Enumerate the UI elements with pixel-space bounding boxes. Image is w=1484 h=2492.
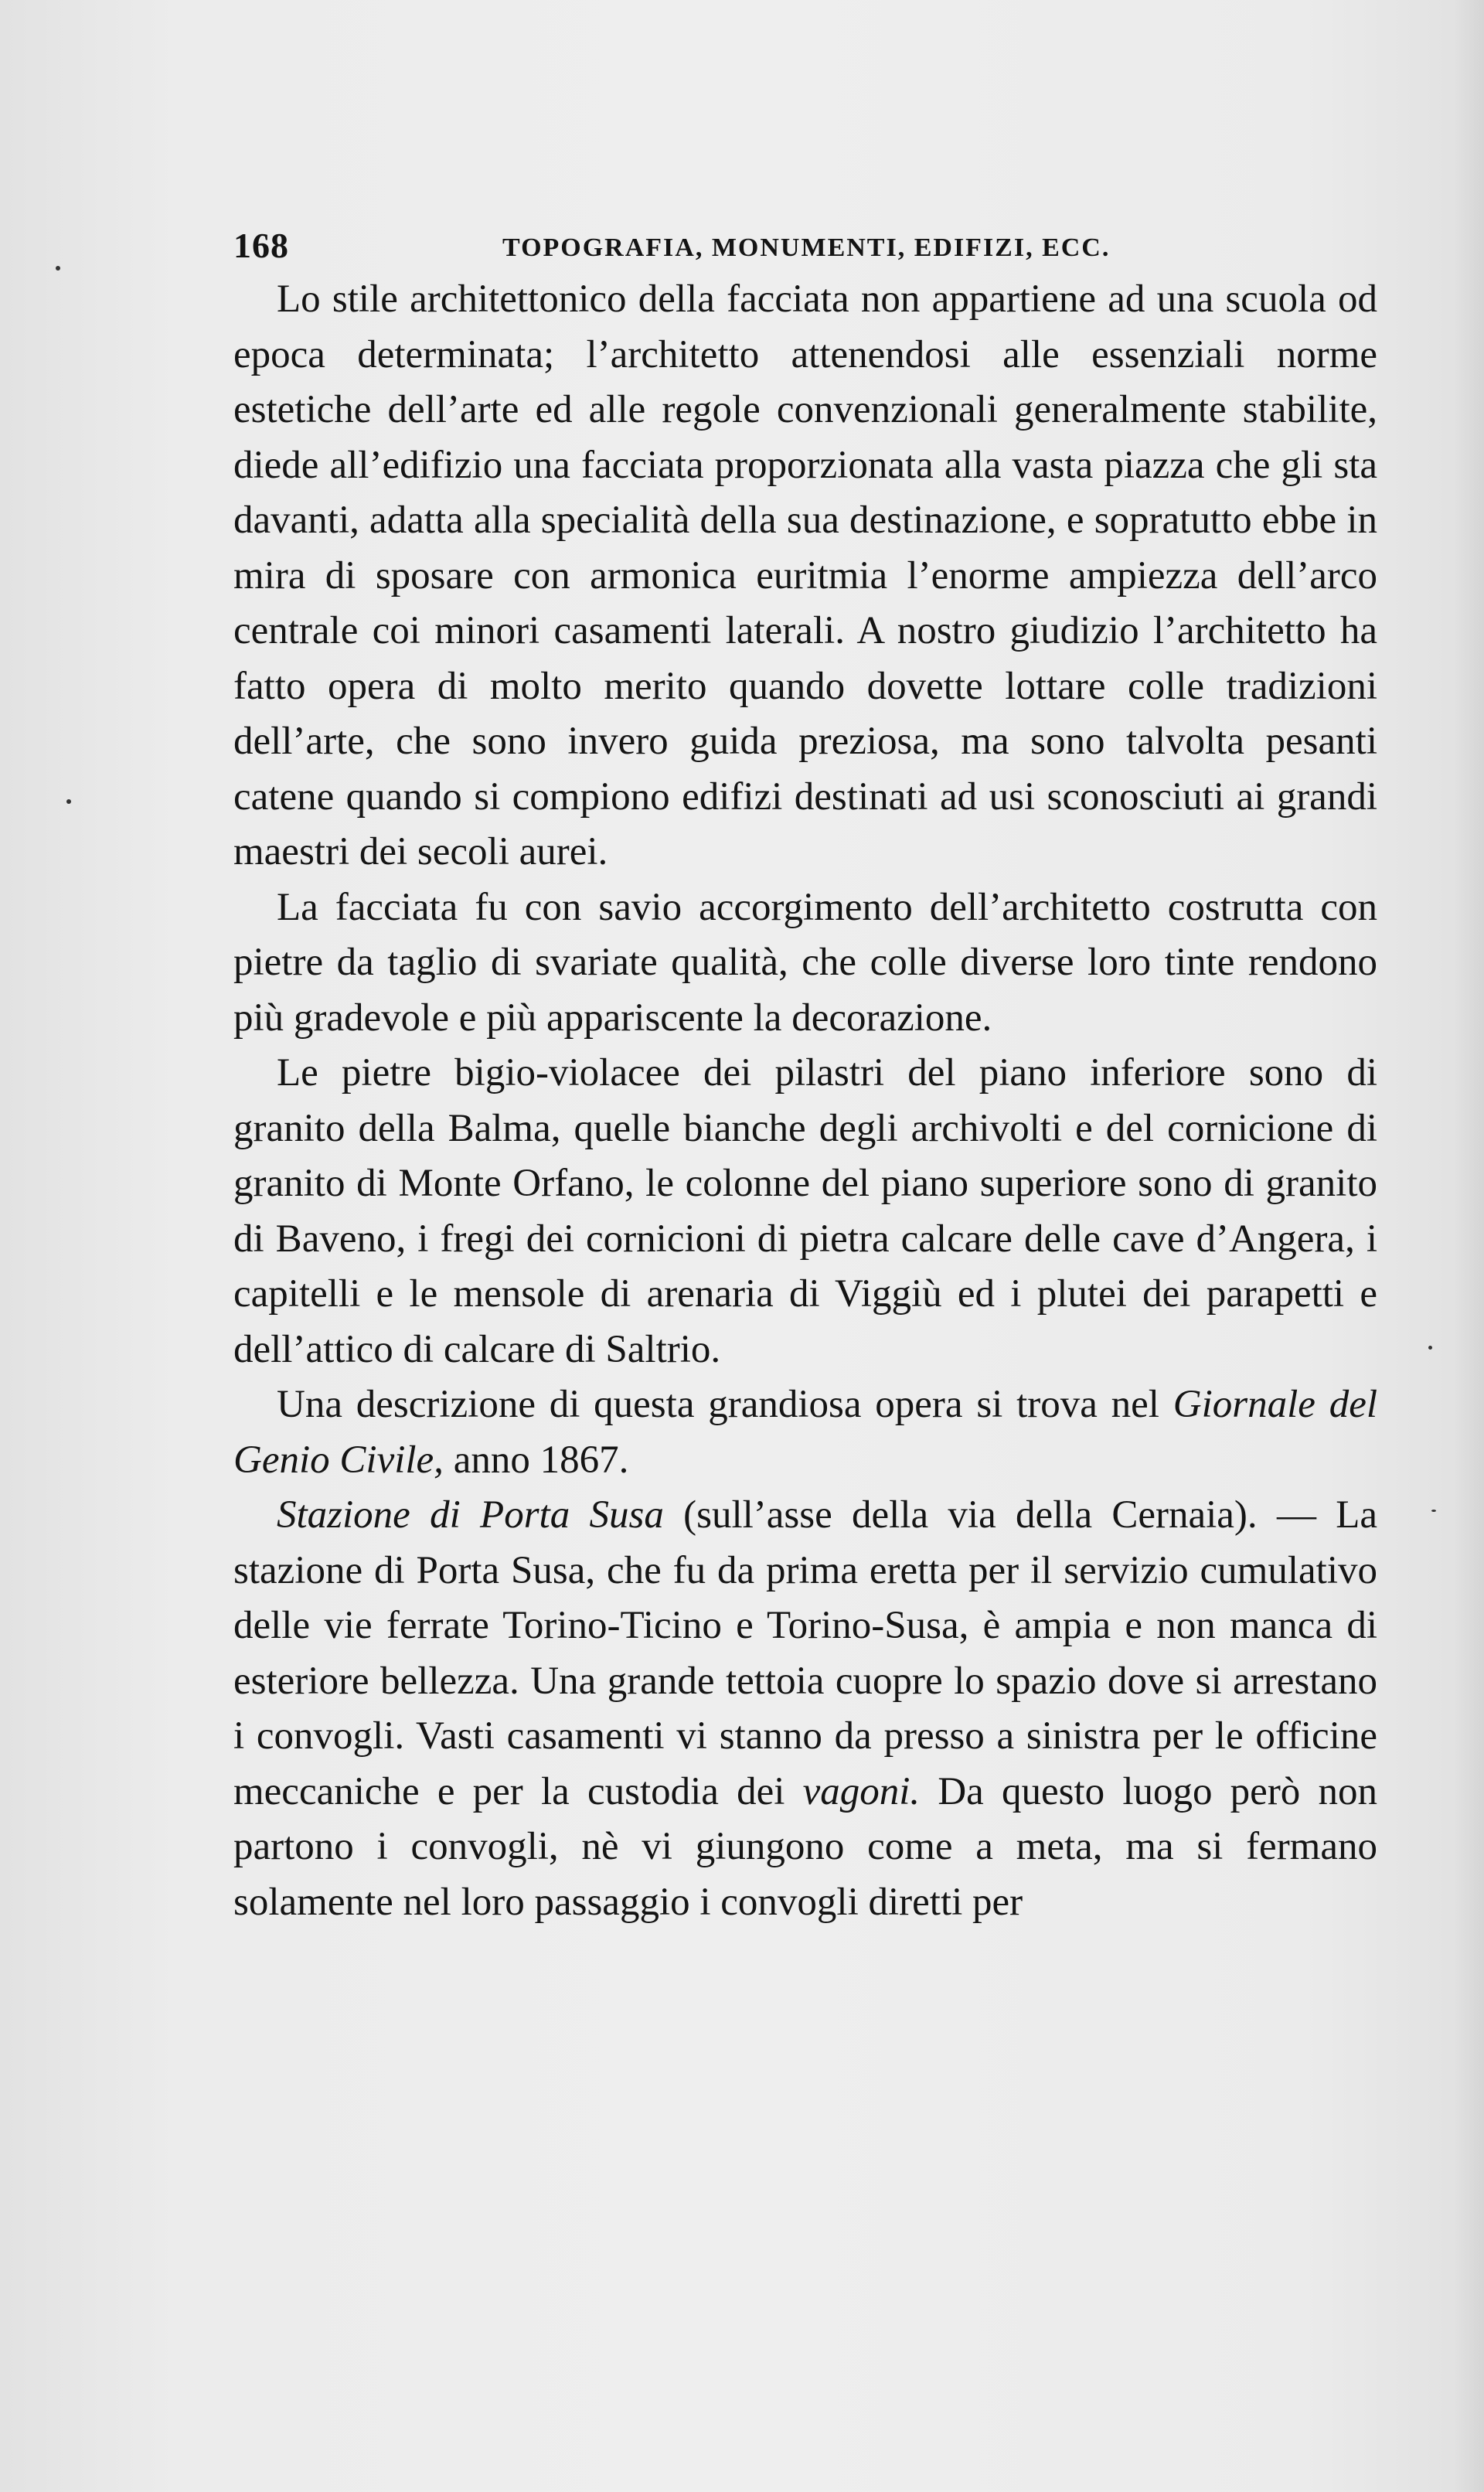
italic-term: vagoni. xyxy=(802,1769,921,1813)
paragraph: La facciata fu con savio accorgimento dell’architetto costrutta con pietre da taglio di svariate qualità, che colle diverse loro tinte rendono più gradevole e più appariscente la decorazione. xyxy=(233,885,1377,1040)
text-run: Da questo luogo però non partono i convogli, nè vi giungono come a meta, ma si fermano solamente nel loro passaggio i convogli diretti per xyxy=(233,1769,1377,1924)
text-run: anno 1867. xyxy=(443,1438,629,1482)
section-heading: Stazione di Porta Susa xyxy=(277,1493,664,1537)
ink-speck xyxy=(56,266,60,271)
body-text xyxy=(233,272,1377,1930)
paragraph: Le pietre bigio-violacee dei pilastri del piano inferiore sono di granito della Balma, quelle bianche degli archivolti e del cornicione di granito di Monte Orfano, le colonne del piano superiore sono di granito di Baveno, i fregi dei cornicioni di pietra calcare delle cave d’Angera, i capitelli e le mensole di arenaria di Viggiù ed i plutei dei parapetti e dell’attico di calcare di Saltrio. xyxy=(233,1051,1377,1371)
ink-speck xyxy=(1428,1346,1432,1350)
page-edge-shadow xyxy=(1453,0,1484,2492)
text-run: Una descrizione di questa grandiosa opera si trova nel xyxy=(277,1383,1173,1426)
paragraph xyxy=(233,1488,1377,1930)
text-run: (sull’asse della via della Cernaia). — La stazione di Porta Susa, che fu da prima eretta per il servizio cumulativo delle vie ferrate Torino-Ticino e Torino-Susa, è ampia e non manca di esteriore bellezza. Una grande tettoia cuopre lo spazio dove si arrestano i convogli. Vasti casamenti vi stanno da presso a sinistra per le officine meccaniche e per la custodia dei xyxy=(233,1493,1378,1813)
paragraph: Lo stile architettonico della facciata non appartiene ad una scuola od epoca determinata; l’architetto attenendosi alle essenziali norme estetiche dell’arte ed alle regole convenzionali generalmente stabilite, diede all’edifizio una facciata proporzionata alla vasta piazza che gli sta davanti, adatta alla specialità della sua destinazione, e sopratutto ebbe in mira di sposare con armonica euritmia l’enorme ampiezza dell’arco centrale coi minori casamenti laterali. A nostro giudizio l’architetto ha fatto opera di molto merito quando dovette lottare colle tradizioni dell’arte, che sono invero guida preziosa, ma sono talvolta pesanti catene quando si compiono edifizi destinati ad usi sconosciuti ai grandi maestri dei secoli aurei. xyxy=(233,277,1377,873)
ink-speck xyxy=(66,799,71,804)
paragraph xyxy=(233,1377,1377,1488)
page-header xyxy=(233,223,1377,269)
running-head: TOPOGRAFIA, MONUMENTI, EDIFIZI, ECC. xyxy=(502,233,1111,262)
page-number: 168 xyxy=(233,226,289,265)
journal-title: Giornale del Genio Civile, xyxy=(233,1383,1377,1482)
ink-speck xyxy=(1431,1510,1436,1512)
